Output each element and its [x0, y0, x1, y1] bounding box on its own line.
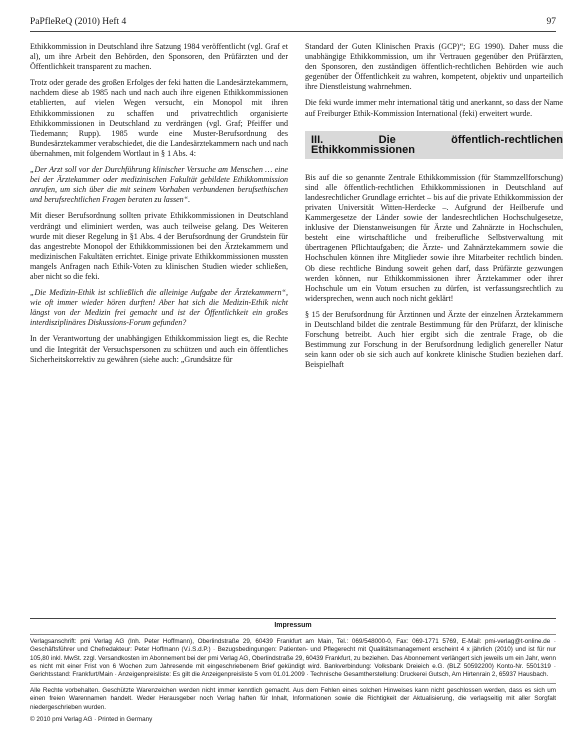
paragraph: In der Verantwortung der unabhängigen Ethikkommission liegt es, die Rechte und die Integrität der Versuchspersonen zu schützen und auch ein öffentliches Sicherheitskorrektiv zu gewähren (siehe auch: „Grundsätze für	[30, 334, 288, 364]
quote: „Die Medizin-Ethik ist schließlich die alleinige Aufgabe der Ärztekammern“, wie oft immer wieder hören durften! Aber hat sich die Medizin-Ethik nicht längst von der Medizin frei gemacht und ist der Öffentlichkeit ein großes interdisziplinäres Diskussions-Forum gefunden?	[30, 288, 288, 328]
page-header	[30, 17, 556, 32]
divider	[30, 683, 556, 684]
divider	[30, 634, 556, 635]
section-heading-text: III. Die öffentlich-rechtlichen Ethikkommissionen	[311, 133, 563, 156]
left-column	[30, 42, 288, 371]
impressum-title: Impressum	[274, 622, 312, 629]
journal-title: PaPfleReQ (2010) Heft 4	[30, 17, 127, 27]
page-number: 97	[546, 17, 556, 27]
paragraph: Bis auf die so genannte Zentrale Ethikkommission (für Stammzellforschung) sind alle öffentlich-rechtlichen Ethikkommissionen in Deutschland auf landesrechtlicher Grundlage errichtet – bis auf die private Ethikkommission der privaten Universität Witten-Herdecke –. Aufgrund der Heilberufe und Kammergesetze der Länder sowie der landesrechtlichen Hochschulgesetze, inklusive der Dienstanweisungen für Ärzte und Zahnärzte in Hochschulen, besteht eine wirtschaftliche und freiberufliche Selbstverwaltung mit übertragenen Pflichtaufgaben; die Ärzte- und Zahnärztekammern sowie die Hochschulen können ihre Mitglieder sowie ihre Mitarbeiter rechtlich binden. Ob diese rechtliche Bindung soweit gehen darf, dass Prüfärzte gezwungen werden können, nur Ethikkommissionen ihrer Ärztekammer oder ihrer Hochschule um ein Votum ersuchen zu dürfen, ist verfassungsrechtlich zu widersprechen, wenn auch noch nicht geklärt!	[305, 172, 563, 303]
paragraph: Ethikkommission in Deutschland ihre Satzung 1984 veröffentlicht (vgl. Graf et al), um ihre Arbeit den Behörden, den Sponsoren, den Prüfärzten und der Öffentlichkeit transparent zu machen.	[30, 42, 288, 72]
paragraph: § 15 der Berufsordnung für Ärztinnen und Ärzte der einzelnen Ärztekammern in Deutschland bildet die zentrale Bestimmung für den Prüfarzt, der klinische Forschung betreibt. Auch hier ergibt sich die zentrale Frage, ob die Bestimmung zur Forschung in der Berufsordnung lediglich genereller Natur sein kann oder ob sie sich auch auf konkrete klinische Studien beziehen darf. Beispielhaft	[305, 309, 563, 370]
copyright: © 2010 pmi Verlag AG · Printed in Germany	[30, 715, 153, 723]
paragraph: Mit dieser Berufsordnung sollten private Ethikkommissionen in Deutschland verdrängt und eliminiert werden, was auch teilweise gelang. Des Weiteren wurde mit dieser Regelung in §1 Abs. 4 der Berufsordnung der Grundstein für das angestrebte Monopol der Ethikkommissionen bei den Ärztekammern und medizinischen Fakultäten errichtet. Einige private Ethikkommissionen mussten mangels Anfragen nach Ethik-Voten zu klinischen Studien wieder schließen, aber nicht so die feki.	[30, 211, 288, 281]
impressum-box	[30, 618, 556, 728]
paragraph: Standard der Guten Klinischen Praxis (GCP)“; EG 1990). Daher muss die unabhängige Ethikkommission, um ihr Vertrauen gegenüber den Prüfärzten, den Sponsoren, den zuständigen öffentlich-rechtlichen Behörden wie auch gegenüber der Öffentlichkeit zu wahren, kompetent, objektiv und unparteilich ihre Dienstleistung wahrnehmen.	[305, 42, 563, 92]
impressum-text: Alle Rechte vorbehalten. Geschützte Warenzeichen werden nicht immer kenntlich gemacht. Aus dem Fehlen eines solchen Hinweises kann nicht geschlossen werden, dass es sich um einen freien Warennamen handelt. Weder Herausgeber noch Verlag haften für Inhalt, Informationen sowie die Richtigkeit der Aktualisierung, die verlagseitig mit aller Sorgfalt niedergeschrieben wurden.	[30, 687, 556, 711]
paragraph: Die feki wurde immer mehr international tätig und anerkannt, so dass der Name auf Freiburger Ethik-Kommission International (feki) erweitert wurde.	[305, 98, 563, 118]
quote: „Der Arzt soll vor der Durchführung klinischer Versuche am Menschen … eine bei der Ärztekammer oder medizinischen Fakultät gebildete Ethikkommission anrufen, um sich über die mit seinem Vorhaben verbundenen berufsethischen und berufsrechtlichen Fragen beraten zu lassen“.	[30, 165, 288, 205]
section-heading	[305, 131, 563, 159]
right-column	[305, 42, 563, 376]
impressum-text: Verlagsanschrift: pmi Verlag AG (Inh. Peter Hoffmann), Oberlindstraße 29, 60439 Frankfurt am Main, Tel.: 069/548000-0, Fax: 069-1771 5769, E-Mail: pmi-verlag@t-online.de · Geschäftsführer und Chefredakteur: Peter Hoffmann (V.i.S.d.P.) · Bezugsbedingungen: Patienten- und Pflegerecht mit Qualitätsmanagement erscheint 4 x jährlich (2010) und ist für nur 105,80 inkl. MwSt. zzgl. Versandkosten im Abonnement bei der pmi Verlag AG, Oberlindstraße 29, 60439 Frankfurt, zu beziehen. Das Abonnement verlängert sich jeweils um ein Jahr, wenn es nicht mit einer Frist von 6 Wochen zum Jahresende mit eingeschriebenem Brief gekündigt wird. Bankverbindung: Volksbank Dreieich e.G. (BLZ 50592200) Konto-Nr. 5501319 · Gerichtsstand: Frankfurt/Main · Anzeigenpreisliste: Es gilt die Anzeigenpreisliste 5 vom 01.01.2009 · Technische Gesamtherstellung: Druckerei Gutsch, Am Hirtenrain 2, 65937 Hausbach.	[30, 638, 556, 679]
paragraph: Trotz oder gerade des großen Erfolges der feki hatten die Landesärztekammern, nachdem diese ab 1985 nach und nach auch ihre eigenen Ethikkommissionen etablierten, auf vielen Wegen versucht, ein Monopol mit ihren Ethikkommissionen zu schaffen und privatrechtlich organisierte Ethikkommissionen in Deutschland zu verdrängen (vgl. Graf; Pfeiffer und Tiedemann; Rupp). 1985 wurde eine Muster-Berufsordnung des Bundesärztekammer verabschiedet, die die Landesärztekammern nach und nach übernahmen, mit folgendem Wortlaut in § 1 Abs. 4:	[30, 78, 288, 158]
